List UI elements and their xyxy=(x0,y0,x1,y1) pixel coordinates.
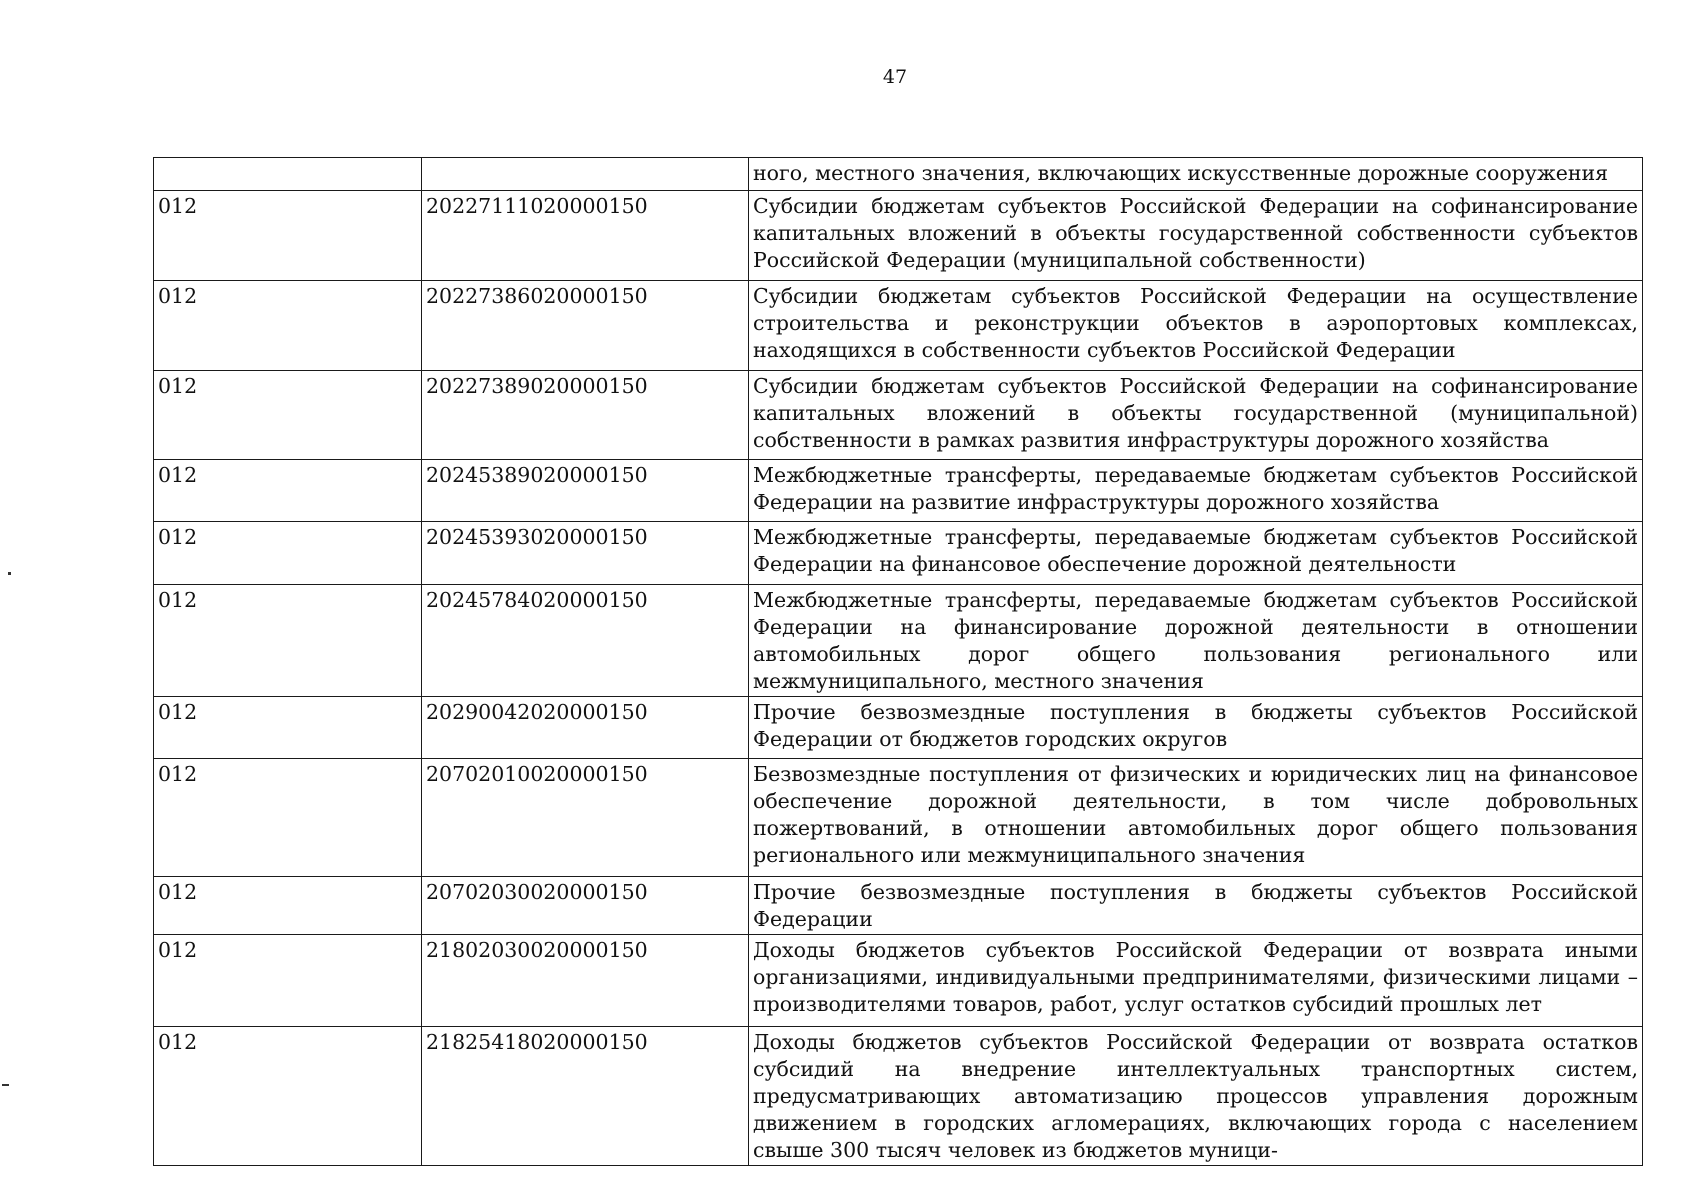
description-cell: Прочие безвозмездные поступления в бюджеты субъектов Российской Федерации xyxy=(749,877,1643,935)
table-row xyxy=(154,585,1643,697)
description-cell: Субсидии бюджетам субъектов Российской Федерации на софинансирование капитальных вложений в объекты государственной собственности субъектов Российской Федерации (муниципальной собственности) xyxy=(749,191,1643,281)
admin-code-cell: 012 xyxy=(154,281,422,371)
budget-code-cell: 20702010020000150 xyxy=(422,759,749,877)
description-cell: Безвозмездные поступления от физических и юридических лиц на финансовое обеспечение дорожной деятельности, в том числе добровольных пожертвований, в отношении автомобильных дорог общего пользования регионального или межмуниципального значения xyxy=(749,759,1643,877)
description-cell: Доходы бюджетов субъектов Российской Федерации от возврата остатков субсидий на внедрение интеллектуальных транспортных систем, предусматривающих автоматизацию процессов управления дорожным движением в городских агломерациях, включающих города с населением свыше 300 тысяч человек из бюджетов муници- xyxy=(749,1027,1643,1166)
table-row xyxy=(154,1027,1643,1166)
table-row xyxy=(154,371,1643,460)
admin-code-cell: 012 xyxy=(154,1027,422,1166)
description-cell: Прочие безвозмездные поступления в бюджеты субъектов Российской Федерации от бюджетов городских округов xyxy=(749,697,1643,759)
budget-code-cell: 20227389020000150 xyxy=(422,371,749,460)
revenue-codes-table xyxy=(153,157,1643,1166)
description-cell: Субсидии бюджетам субъектов Российской Федерации на софинансирование капитальных вложений в объекты государственной (муниципальной) собственности в рамках развития инфраструктуры дорожного хозяйства xyxy=(749,371,1643,460)
admin-code-cell xyxy=(154,158,422,191)
admin-code-cell: 012 xyxy=(154,697,422,759)
description-cell: Межбюджетные трансферты, передаваемые бюджетам субъектов Российской Федерации на финансирование дорожной деятельности в отношении автомобильных дорог общего пользования регионального или межмуниципального, местного значения xyxy=(749,585,1643,697)
table-row xyxy=(154,522,1643,585)
admin-code-cell: 012 xyxy=(154,191,422,281)
table-row xyxy=(154,877,1643,935)
table-row xyxy=(154,460,1643,522)
table-row xyxy=(154,281,1643,371)
table-row xyxy=(154,935,1643,1027)
admin-code-cell: 012 xyxy=(154,371,422,460)
table-row xyxy=(154,697,1643,759)
budget-code-cell xyxy=(422,158,749,191)
admin-code-cell: 012 xyxy=(154,585,422,697)
admin-code-cell: 012 xyxy=(154,935,422,1027)
budget-code-cell: 20227111020000150 xyxy=(422,191,749,281)
budget-code-cell: 21825418020000150 xyxy=(422,1027,749,1166)
description-cell: Субсидии бюджетам субъектов Российской Федерации на осуществление строительства и реконструкции объектов в аэропортовых комплексах, находящихся в собственности субъектов Российской Федерации xyxy=(749,281,1643,371)
budget-code-cell: 20245784020000150 xyxy=(422,585,749,697)
budget-code-cell: 21802030020000150 xyxy=(422,935,749,1027)
admin-code-cell: 012 xyxy=(154,522,422,585)
budget-code-cell: 20245393020000150 xyxy=(422,522,749,585)
budget-code-cell: 20245389020000150 xyxy=(422,460,749,522)
scan-speck xyxy=(8,572,11,575)
table-row xyxy=(154,158,1643,191)
description-cell: Межбюджетные трансферты, передаваемые бюджетам субъектов Российской Федерации на финансовое обеспечение дорожной деятельности xyxy=(749,522,1643,585)
admin-code-cell: 012 xyxy=(154,460,422,522)
page-number: 47 xyxy=(882,66,908,88)
description-cell: Доходы бюджетов субъектов Российской Федерации от возврата иными организациями, индивидуальными предпринимателями, физическими лицами – производителями товаров, работ, услуг остатков субсидий прошлых лет xyxy=(749,935,1643,1027)
budget-code-cell: 20227386020000150 xyxy=(422,281,749,371)
description-cell: ного, местного значения, включающих искусственные дорожные сооружения xyxy=(749,158,1643,191)
budget-code-cell: 20290042020000150 xyxy=(422,697,749,759)
admin-code-cell: 012 xyxy=(154,877,422,935)
table-row xyxy=(154,191,1643,281)
admin-code-cell: 012 xyxy=(154,759,422,877)
budget-code-cell: 20702030020000150 xyxy=(422,877,749,935)
scan-speck xyxy=(2,1084,9,1086)
table-row xyxy=(154,759,1643,877)
table-body xyxy=(154,158,1643,1166)
description-cell: Межбюджетные трансферты, передаваемые бюджетам субъектов Российской Федерации на развитие инфраструктуры дорожного хозяйства xyxy=(749,460,1643,522)
